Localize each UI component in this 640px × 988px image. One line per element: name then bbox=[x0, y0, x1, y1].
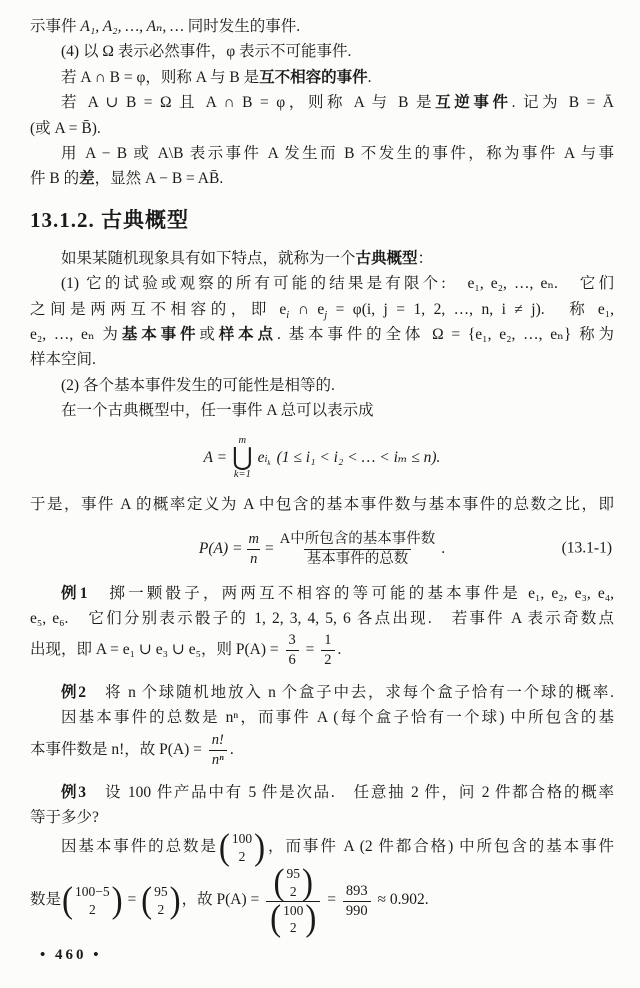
text-line bbox=[30, 90, 614, 115]
text-run: . bbox=[229, 740, 234, 758]
text-line bbox=[30, 492, 614, 517]
formula-event-union bbox=[30, 436, 614, 481]
union-upper-limit: m bbox=[238, 434, 247, 446]
text-line bbox=[30, 347, 614, 372]
section-heading: 13.1.2. 古典概型 bbox=[30, 207, 189, 232]
fraction-denominator bbox=[266, 898, 320, 940]
nested-subscript: k bbox=[267, 458, 271, 467]
binomial-top: 100−5 bbox=[75, 884, 110, 900]
fraction-numerator: 1 bbox=[324, 632, 332, 649]
fraction-893-over-990 bbox=[343, 882, 371, 921]
right-paren: ) bbox=[305, 898, 317, 940]
binomial-95-choose-2 bbox=[141, 880, 181, 922]
text-run: ≈ 0.902. bbox=[373, 891, 429, 909]
text-line bbox=[30, 731, 614, 770]
text-run: (4) 以 Ω 表示必然事件，φ 表示不可能事件. bbox=[61, 43, 352, 61]
bold-term-classical-model: 古典概型 bbox=[355, 249, 418, 267]
fraction-numerator: m bbox=[248, 530, 259, 547]
subscript bbox=[264, 453, 271, 467]
big-union-with-limits bbox=[232, 436, 253, 481]
text-line bbox=[30, 780, 614, 805]
bold-term-sample-point: 样本点 bbox=[218, 326, 277, 344]
binomial-values bbox=[230, 830, 254, 865]
indexed-event-term bbox=[258, 449, 271, 468]
example-2-label: 例2 bbox=[61, 684, 87, 702]
equation-number: (13.1-1) bbox=[561, 539, 612, 557]
fraction-m-over-n bbox=[246, 530, 262, 569]
fraction-numerator: A中所包含的基本事件数 bbox=[279, 530, 436, 547]
text-run: ，而事件 A (2 件都合格) 中所包含的基本事件 bbox=[266, 838, 614, 856]
fraction-numerator: 893 bbox=[345, 882, 368, 899]
bold-term-complementary: 互逆事件 bbox=[435, 94, 512, 112]
right-paren: ) bbox=[169, 880, 181, 922]
text-run: 用 A − B 或 A\B 表示事件 A 发生而 B 不发生的事件，称为事件 A 与事 bbox=[61, 145, 614, 163]
text-run: ∩ e bbox=[289, 300, 325, 318]
text-line bbox=[30, 862, 614, 940]
text-line bbox=[30, 297, 614, 322]
math-run: = bbox=[264, 539, 274, 557]
left-paren: ( bbox=[218, 827, 230, 869]
example-3-label: 例3 bbox=[61, 783, 86, 801]
binomial-bottom: 2 bbox=[289, 883, 297, 899]
binomial-top: 95 bbox=[286, 866, 301, 882]
subscript-base: i bbox=[264, 453, 268, 465]
text-run: 在一个古典概型中，任一事件 A 总可以表示成 bbox=[61, 402, 374, 420]
fraction-denominator: 2 bbox=[321, 650, 334, 670]
math-run: A = bbox=[203, 448, 228, 466]
binomial-top: 100 bbox=[231, 831, 253, 847]
text-run: e₂, …, eₙ 为 bbox=[30, 326, 122, 344]
text-run: e₅, e₆. 它们分别表示骰子的 1, 2, 3, 4, 5, 6 各点出现. 若事件 A 表示奇数点 bbox=[30, 609, 614, 627]
text-line bbox=[30, 322, 614, 347]
right-paren: ) bbox=[111, 880, 123, 922]
fraction-nfactorial-over-npower bbox=[209, 731, 227, 770]
text-run: ，故 P(A) = bbox=[181, 891, 264, 909]
binomial-values bbox=[73, 883, 112, 918]
binomial-bottom: 2 bbox=[238, 848, 246, 864]
binomial-top: 95 bbox=[154, 884, 168, 900]
left-paren: ( bbox=[270, 898, 282, 940]
text-run: 同时发生的事件. bbox=[183, 18, 301, 35]
text-run: ，显然 A − B = AB̄. bbox=[94, 170, 224, 188]
example-1-label: 例1 bbox=[61, 584, 88, 602]
text-run: 本事件数是 n!，故 P(A) = bbox=[30, 740, 206, 758]
text-line bbox=[30, 39, 614, 64]
text-run: 若 A ∪ B = Ω 且 A ∩ B = φ，则称 A 与 B 是 bbox=[61, 94, 436, 112]
bold-term-basic-event: 基本事件 bbox=[121, 326, 200, 344]
fraction-event-counts bbox=[277, 530, 438, 569]
text-line bbox=[30, 631, 614, 670]
fraction-numerator: n! bbox=[211, 731, 224, 748]
right-paren: ) bbox=[302, 862, 314, 904]
text-line bbox=[30, 581, 614, 606]
text-run: 因基本事件的总数是 nⁿ，而事件 A (每个盒子恰有一个球) 中所包含的基 bbox=[61, 709, 614, 727]
binomial-bottom: 2 bbox=[157, 902, 165, 918]
binomial-95-choose-2 bbox=[273, 862, 314, 904]
text-run: 掷一颗骰子，两两互不相容的等可能的基本事件是 e₁, e₂, e₃, e₄, bbox=[87, 584, 614, 602]
binomial-bottom: 2 bbox=[88, 902, 96, 918]
bold-term-mutually-exclusive: 互不相容的事件 bbox=[259, 68, 368, 86]
page-number: • 460 • bbox=[40, 947, 102, 963]
binomial-top: 100 bbox=[283, 902, 304, 918]
formula-probability-definition bbox=[30, 530, 614, 569]
left-paren: ( bbox=[141, 880, 153, 922]
text-run: 若 A ∩ B = φ，则称 A 与 B 是 bbox=[61, 68, 260, 86]
binomial-bottom: 2 bbox=[289, 920, 297, 936]
text-line bbox=[30, 606, 614, 631]
binomial-100-choose-2 bbox=[218, 827, 266, 869]
binomial-100minus5-choose-2 bbox=[62, 880, 123, 922]
text-line bbox=[30, 373, 614, 398]
text-line bbox=[30, 705, 614, 730]
page-content bbox=[30, 14, 614, 940]
text-run: . 基本事件的全体 Ω = {e₁, e₂, …, eₙ} 称为 bbox=[276, 326, 614, 344]
text-run: = bbox=[301, 641, 319, 659]
fraction-denominator: 基本事件的总数 bbox=[304, 549, 412, 569]
text-line bbox=[30, 116, 614, 141]
left-paren: ( bbox=[273, 862, 285, 904]
fraction-3-over-6 bbox=[286, 631, 299, 670]
left-paren: ( bbox=[62, 880, 74, 922]
math-run: P(A) = bbox=[198, 539, 243, 557]
text-run: 如果某随机现象具有如下特点，就称为一个 bbox=[61, 249, 356, 267]
text-run: 因基本事件的总数是 bbox=[61, 838, 218, 856]
text-run: 件 B 的 bbox=[30, 170, 80, 188]
right-paren: ) bbox=[254, 827, 266, 869]
text-run: 出现，即 A = e₁ ∪ e₃ ∪ e₅，则 P(A) = bbox=[30, 641, 283, 659]
text-run: ： bbox=[417, 249, 434, 267]
text-line bbox=[30, 141, 614, 166]
text-line bbox=[30, 246, 614, 271]
fraction-denominator: 6 bbox=[286, 650, 299, 670]
text-run: 或 bbox=[199, 326, 219, 344]
text-run: 之间是两两互不相容的，即 e bbox=[30, 300, 287, 318]
fraction-binomials bbox=[266, 862, 320, 940]
text-run: 设 100 件产品中有 5 件是次品. 任意抽 2 件，问 2 件都合格的概率 bbox=[86, 783, 614, 801]
text-run: = bbox=[123, 891, 141, 909]
text-run: . 记为 B = Ā bbox=[511, 94, 614, 112]
text-run: = bbox=[323, 891, 340, 909]
fraction-numerator bbox=[270, 862, 318, 904]
text-run: = φ(i, j = 1, 2, …, n, i ≠ j). 称 e₁, bbox=[327, 300, 614, 318]
text-line bbox=[30, 680, 614, 705]
text-run: 将 n 个球随机地放入 n 个盒子中去，求每个盒子恰有一个球的概率. bbox=[86, 684, 614, 702]
binomial-values bbox=[281, 902, 305, 937]
text-run: (2) 各个基本事件发生的可能性是相等的. bbox=[61, 376, 335, 394]
fraction-denominator: n bbox=[247, 549, 260, 569]
text-line bbox=[30, 805, 614, 830]
text-line bbox=[30, 271, 614, 296]
text-line bbox=[30, 166, 614, 191]
binomial-values bbox=[285, 865, 303, 900]
subscript: j bbox=[324, 309, 328, 321]
text-run: . bbox=[367, 68, 372, 86]
text-line bbox=[30, 14, 614, 39]
fraction-denominator: 990 bbox=[343, 901, 371, 921]
text-line bbox=[30, 65, 614, 90]
math-run: e bbox=[257, 448, 265, 466]
text-run: 数是 bbox=[30, 891, 62, 909]
math-run: (1 ≤ i₁ < i₂ < … < iₘ ≤ n). bbox=[276, 448, 441, 466]
text-run: (1) 它的试验或观察的所有可能的结果是有限个: e₁, e₂, …, eₙ. 它们 bbox=[61, 275, 614, 293]
text-line bbox=[30, 398, 614, 423]
text-run: (或 A = B̄). bbox=[30, 119, 101, 137]
text-run: 样本空间. bbox=[30, 351, 96, 369]
fraction-denominator: nⁿ bbox=[209, 750, 227, 770]
text-line bbox=[30, 827, 614, 869]
text-run: 于是，事件 A 的概率定义为 A 中包含的基本事件数与基本事件的总数之比，即 bbox=[30, 496, 614, 514]
big-union-operator: ⋃ bbox=[232, 444, 253, 472]
math-run: A₁, A₂, …, Aₙ, … bbox=[80, 18, 184, 35]
text-run: . bbox=[337, 641, 342, 659]
math-run: . bbox=[441, 539, 446, 557]
binomial-values bbox=[152, 883, 170, 918]
fraction-1-over-2 bbox=[321, 631, 334, 670]
text-run: 等于多少? bbox=[30, 808, 99, 826]
text-run: 示事件 bbox=[30, 18, 81, 35]
bold-term-difference: 差 bbox=[79, 170, 95, 188]
union-lower-limit: k=1 bbox=[233, 468, 251, 480]
subscript: i bbox=[286, 309, 290, 321]
fraction-numerator: 3 bbox=[288, 632, 296, 649]
binomial-100-choose-2 bbox=[270, 898, 317, 940]
